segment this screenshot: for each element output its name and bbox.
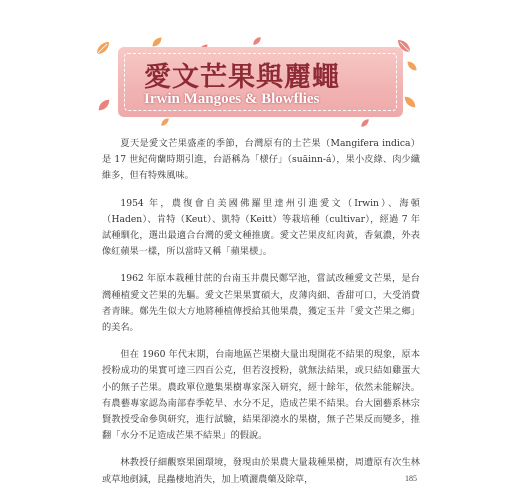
leaf-icon (360, 118, 370, 128)
article-body (102, 136, 420, 499)
leaf-icon (160, 117, 170, 127)
paragraph: 林教授仔細觀察果園環境，發現由於果農大量栽種果樹，周遭原有次生林或草地剷減，昆蟲棲地消失，加上噴灑農藥及除草， (102, 457, 420, 485)
leaf-icon (95, 40, 111, 56)
leaf-icon (406, 60, 418, 72)
leaf-icon (97, 98, 111, 112)
paragraph: 但在 1960 年代末期，台南地區芒果樹大量出現開花不結果的現象，原本授粉成功的果實可達三四百公克，但若沒授粉，就無法結果，或只結如雞蛋大小的無子芒果。農政單位邀集果樹專家深入研究，經十餘年，依然未能解決。有農藝專家認為南部春季乾旱、水分不足，造成芒果不結果。台大園藝系林宗賢教授受命參與研究，進行試驗，結果卻澆水的果樹，無子芒果反而變多，推翻「水分不足造成芒果不結果」的假說。 (102, 349, 420, 442)
title-banner (118, 47, 403, 117)
paragraph: 1954 年，農復會自美國佛羅里達州引進愛文（Irwin）、海頓（Haden）、肯特（Keut）、凱特（Keitt）等栽培種（cultivar），經過 7 年試種馴化，選出最適合台灣的愛文種推廣。愛文芒果皮紅肉黃，香氣濃，外表像紅蘋果一樣，所以當時又稱「蘋果檨」。 (102, 197, 420, 258)
leaf-icon (403, 95, 417, 109)
page-subtitle: Irwin Mangoes & Blowflies (144, 91, 320, 107)
leaf-icon (252, 36, 262, 46)
paragraph: 夏天是愛文芒果盛產的季節，台灣原有的土芒果（Mangifera indica）是 17 世紀荷蘭時期引進，台語稱為「檨仔」（suāinn-á），果小皮綠、肉少纖維多，但有特殊風味。 (102, 138, 420, 182)
page-title: 愛文芒果與麗蠅 (144, 62, 340, 93)
page-number: 185 (405, 474, 417, 483)
paragraph: 1962 年原本栽種甘蔗的台南玉井農民鄭罕池，嘗試改種愛文芒果，是台灣種植愛文芒果的先驅。愛文芒果果實碩大，皮薄肉細、香甜可口，大受消費者青睞。鄭先生似大方地將種植傳授給其他果農，獲定玉井「愛文芒果之鄉」的美名。 (102, 273, 420, 334)
